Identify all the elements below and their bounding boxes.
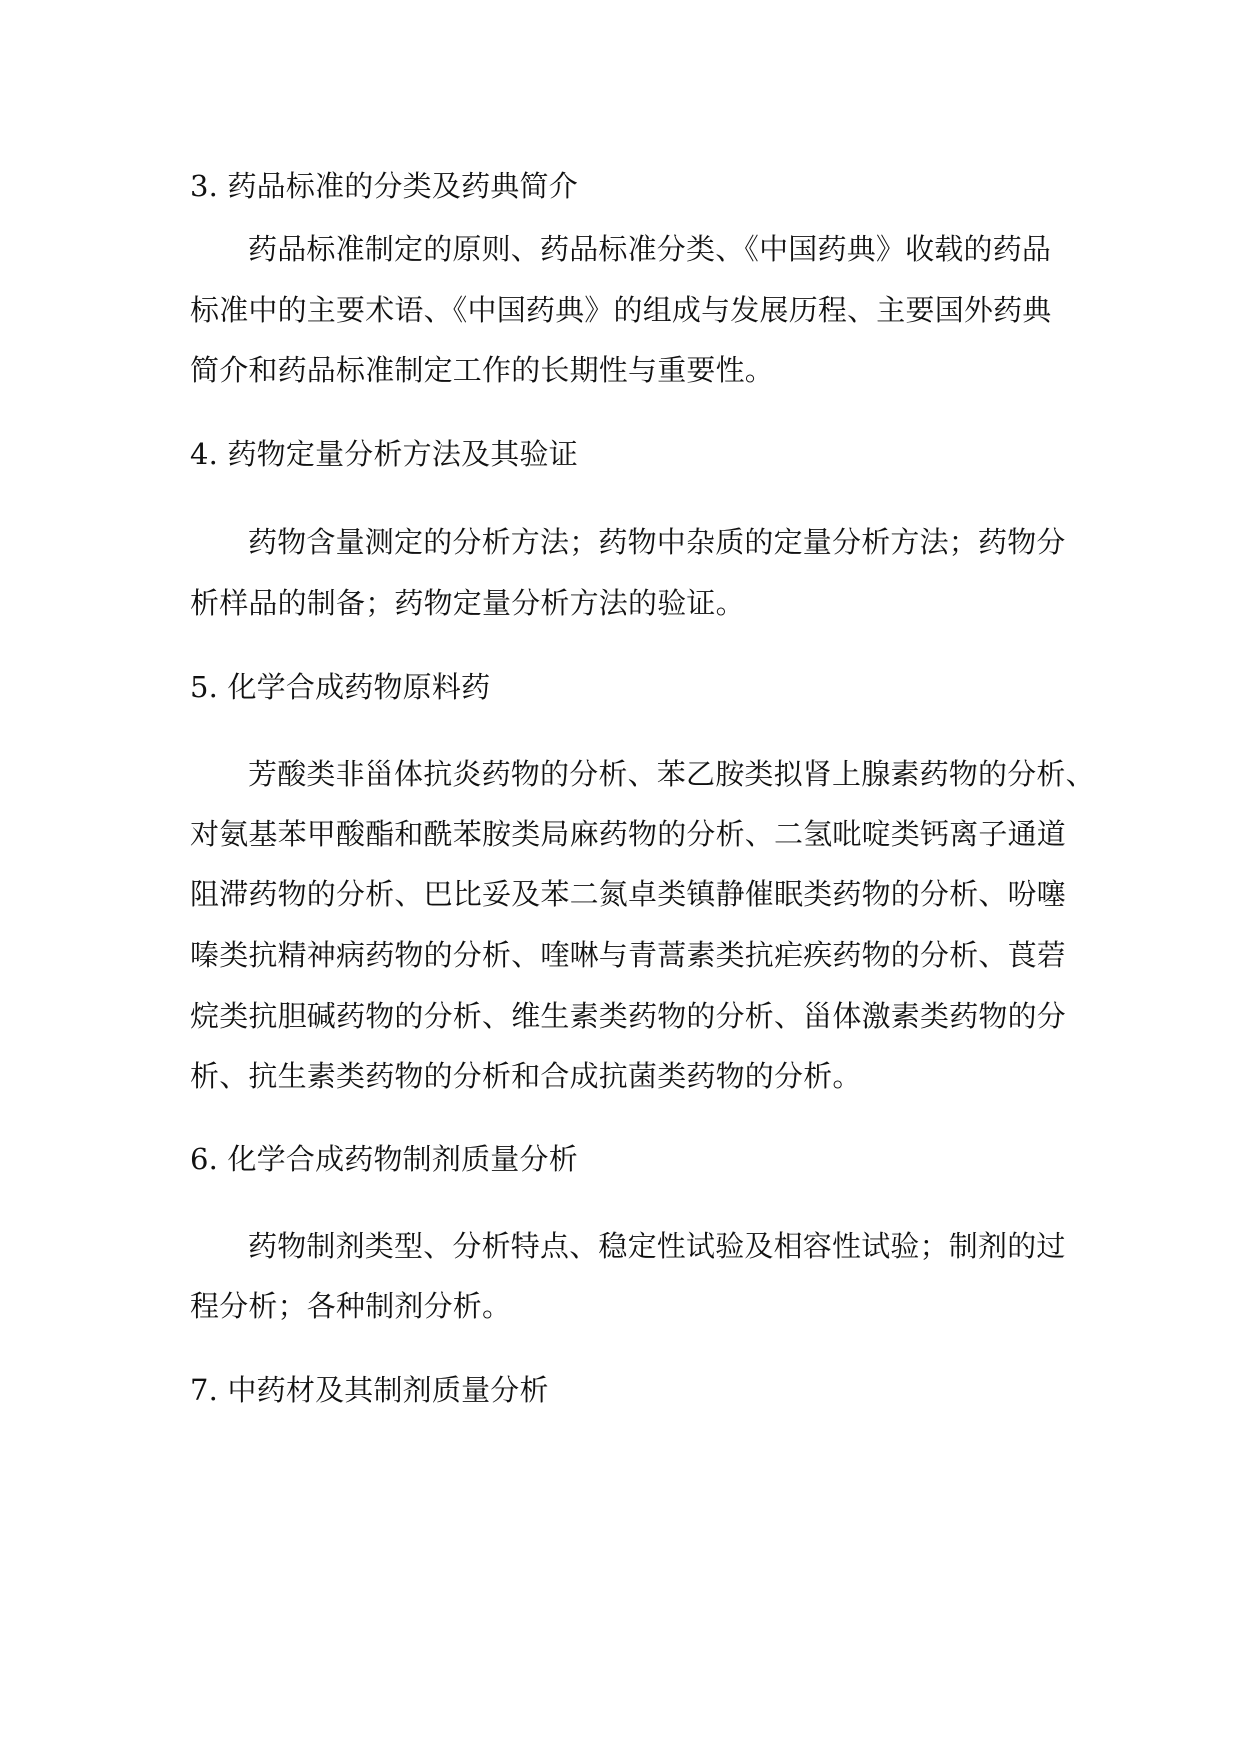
section-5-line-5: 烷类抗胆碱药物的分析、维生素类药物的分析、甾体激素类药物的分 <box>190 999 1067 1033</box>
section-4-line-1: 药物含量测定的分析方法；药物中杂质的定量分析方法；药物分 <box>248 525 1066 559</box>
section-3-line-2: 标准中的主要术语、《中国药典》的组成与发展历程、主要国外药典 <box>190 293 1052 327</box>
section-4-heading: 4. 药物定量分析方法及其验证 <box>190 437 578 471</box>
section-5-line-4: 嗪类抗精神病药物的分析、喹啉与青蒿素类抗疟疾药物的分析、莨菪 <box>190 938 1067 972</box>
section-7-heading: 7. 中药材及其制剂质量分析 <box>190 1373 549 1407</box>
section-6-heading: 6. 化学合成药物制剂质量分析 <box>190 1142 578 1176</box>
section-5-line-3: 阻滞药物的分析、巴比妥及苯二氮卓类镇静催眠类药物的分析、吩噻 <box>190 877 1067 911</box>
section-3-line-1: 药品标准制定的原则、药品标准分类、《中国药典》收载的药品 <box>248 232 1052 266</box>
section-5-line-2: 对氨基苯甲酸酯和酰苯胺类局麻药物的分析、二氢吡啶类钙离子通道 <box>190 817 1067 851</box>
section-3-line-3: 简介和药品标准制定工作的长期性与重要性。 <box>190 353 775 387</box>
section-5-line-6: 析、抗生素类药物的分析和合成抗菌类药物的分析。 <box>190 1059 862 1093</box>
section-4-line-2: 析样品的制备；药物定量分析方法的验证。 <box>190 586 745 620</box>
section-5-line-1: 芳酸类非甾体抗炎药物的分析、苯乙胺类拟肾上腺素药物的分析、 <box>248 757 1095 791</box>
section-6-line-1: 药物制剂类型、分析特点、稳定性试验及相容性试验；制剂的过 <box>248 1229 1066 1263</box>
section-5-heading: 5. 化学合成药物原料药 <box>190 670 491 704</box>
section-6-line-2: 程分析；各种制剂分析。 <box>190 1289 512 1323</box>
section-3-heading: 3. 药品标准的分类及药典简介 <box>190 169 578 203</box>
document-page <box>190 0 1095 1754</box>
